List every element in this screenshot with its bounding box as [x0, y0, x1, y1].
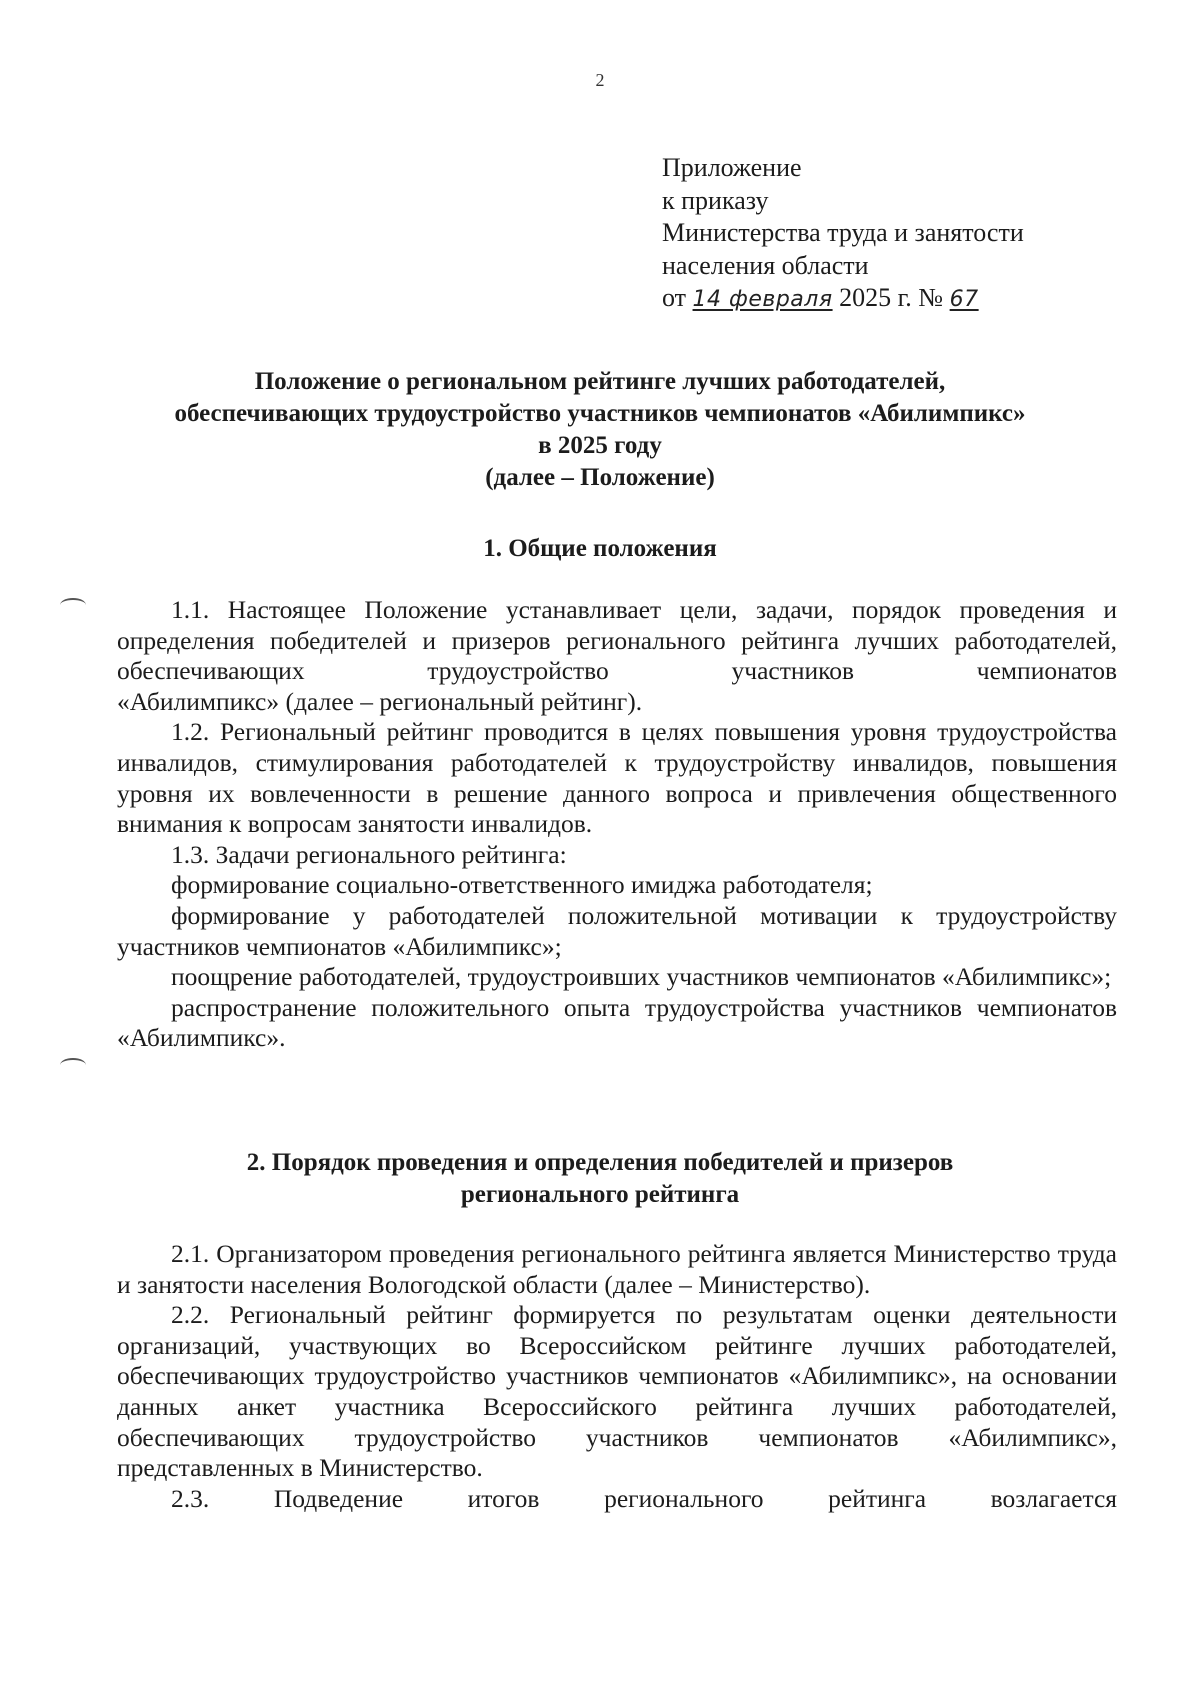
appendix-line: населения области [662, 250, 869, 280]
paragraph-1-1: 1.1. Настоящее Положение устанавливает цели, задачи, порядок проведения и определения победителей и призеров регионального рейтинга лучших работодателей, обеспечивающих трудоустройство участников чемпионатов [117, 595, 1117, 686]
task-item: формирование у работодателей положительной мотивации к трудоустройству участников чемпионатов «Абилимпикс»; [117, 900, 1117, 961]
task-item: поощрение работодателей, трудоустроивших участников чемпионатов «Абилимпикс»; [171, 962, 1112, 992]
section-1-heading: 1. Общие положения [483, 535, 717, 562]
title-line: Положение о региональном рейтинге лучших работодателей, [254, 368, 946, 395]
title-line: в 2025 году [538, 432, 662, 459]
handwritten-order-number: 67 [949, 287, 979, 312]
date-prefix: от [662, 283, 687, 312]
section-2-body [117, 1239, 1117, 1514]
paragraph-1-3: 1.3. Задачи регионального рейтинга: [171, 839, 567, 869]
section-1-body [117, 595, 1117, 1054]
title-line: (далее – Положение) [485, 464, 715, 491]
order-date-line [662, 282, 1024, 317]
heading-line: 2. Порядок проведения и определения победителей и призеров [246, 1149, 954, 1176]
paragraph-2-2: 2.2. Региональный рейтинг формируется по результатам оценки деятельности организаций, участвующих во Всероссийском рейтинге лучших работодателей, обеспечивающих трудоустройство участников чемпионатов «Абилимпикс», на основании данных анкет участника Всероссийского рейтинга лучших работодателей, обеспечивающих трудоустройство участников чемпионатов «Абилимпикс», представленных в Министерство. [117, 1300, 1117, 1483]
appendix-line: к приказу [662, 185, 769, 215]
paragraph-1-2: 1.2. Региональный рейтинг проводится в целях повышения уровня трудоустройства инвалидов, стимулирования работодателей к трудоустройству инвалидов, повышения уровня их вовлеченности в решение данного вопроса и привлечения общественного внимания к вопросам занятости инвалидов. [117, 717, 1117, 839]
order-year: 2025 г. № [839, 283, 944, 312]
appendix-line: Министерства труда и занятости [662, 218, 1024, 247]
paragraph-2-3: 2.3. Подведение итогов регионального рейтинга возлагается [171, 1483, 1117, 1513]
page-number: 2 [595, 70, 605, 90]
task-item: формирование социально-ответственного имиджа работодателя; [171, 870, 873, 900]
appendix-line: Приложение [662, 153, 802, 182]
handwritten-date: 14 февраля [692, 287, 833, 312]
document-title [100, 366, 1100, 494]
title-line: обеспечивающих трудоустройство участников чемпионатов «Абилимпикс» [174, 400, 1026, 427]
appendix-block [662, 152, 1024, 317]
paragraph-1-1-end: «Абилимпикс» (далее – региональный рейтинг). [117, 686, 643, 716]
task-item: распространение положительного опыта трудоустройства участников чемпионатов «Абилимпикс». [117, 992, 1117, 1053]
margin-mark [60, 1058, 86, 1072]
section-2-heading [100, 1147, 1100, 1211]
margin-mark [60, 598, 86, 612]
heading-line: регионального рейтинга [460, 1181, 740, 1208]
paragraph-2-1: 2.1. Организатором проведения регионального рейтинга является Министерство труда и занятости населения Вологодской области (далее – Министерство). [117, 1239, 1117, 1299]
